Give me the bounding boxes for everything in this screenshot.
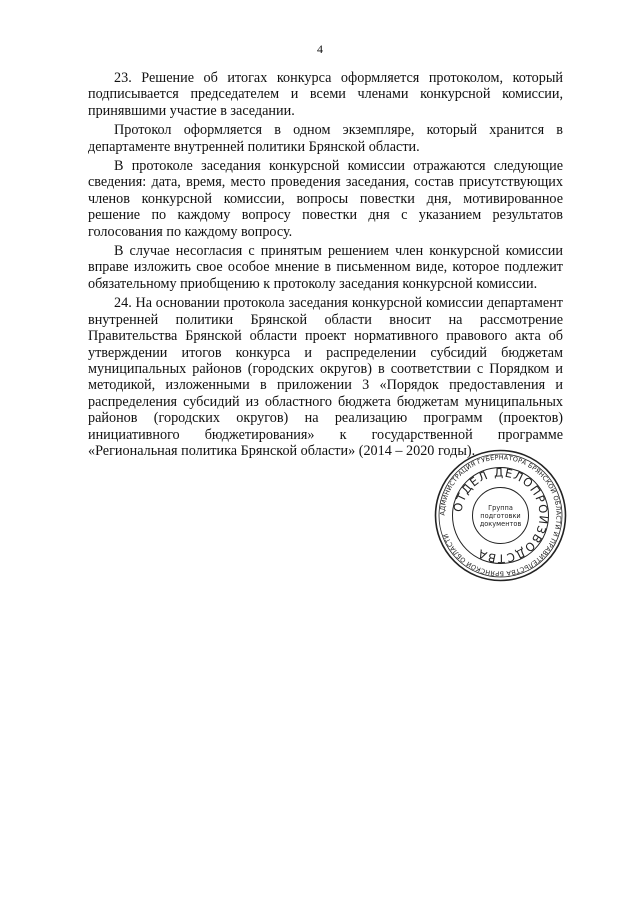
stamp-center-line: Группа <box>488 504 513 512</box>
paragraph: Протокол оформляется в одном экземпляре, который хранится в департаменте внутренней политики Брянской области. <box>88 122 563 155</box>
paragraph: 23. Решение об итогах конкурса оформляется протоколом, который подписывается председателем и всеми членами конкурсной комиссии, принявшими участие в заседании. <box>88 70 563 119</box>
stamp-center-line: документов <box>479 520 522 528</box>
stamp-center-line: подготовки <box>480 512 521 520</box>
document-body <box>88 70 563 462</box>
stamp-outer-text: АДМИНИСТРАЦИЯ ГУБЕРНАТОРА БРЯНСКОЙ ОБЛАСТИ И ПРАВИТЕЛЬСТВА БРЯНСКОЙ ОБЛАСТИ <box>438 453 563 578</box>
paragraph: В случае несогласия с принятым решением член конкурсной комиссии вправе изложить свое особое мнение в письменном виде, которое подлежит обязательному приобщению к протоколу заседания конкурсной комиссии. <box>88 243 563 292</box>
stamp-inner-text: ОТДЕЛ ДЕЛОПРОИЗВОДСТВА <box>450 465 551 566</box>
paragraph: 24. На основании протокола заседания конкурсной комиссии департамент внутренней политики Брянской области вносит на рассмотрение Правительства Брянской области проект нормативного правового акта об утверждении итогов конкурса и распределении субсидий бюджетам муниципальных районов (городских округов) в соответствии с Порядком и методикой, изложенными в приложении 3 «Порядок предоставления и распределения субсидий из областного бюджета бюджетам муниципальных районов (городских округов) на реализацию программ (проектов) инициативного бюджетирования» к государственной программе «Региональная политика Брянской области» (2014 – 2020 годы). <box>88 295 563 459</box>
official-stamp <box>433 448 568 583</box>
paragraph: В протоколе заседания конкурсной комиссии отражаются следующие сведения: дата, время, место проведения заседания, состав присутствующих членов конкурсной комиссии, вопросы повестки дня, мотивированное решение по каждому вопросу повестки дня с указанием результатов голосования по каждому вопросу. <box>88 158 563 240</box>
page-number: 4 <box>317 42 323 56</box>
